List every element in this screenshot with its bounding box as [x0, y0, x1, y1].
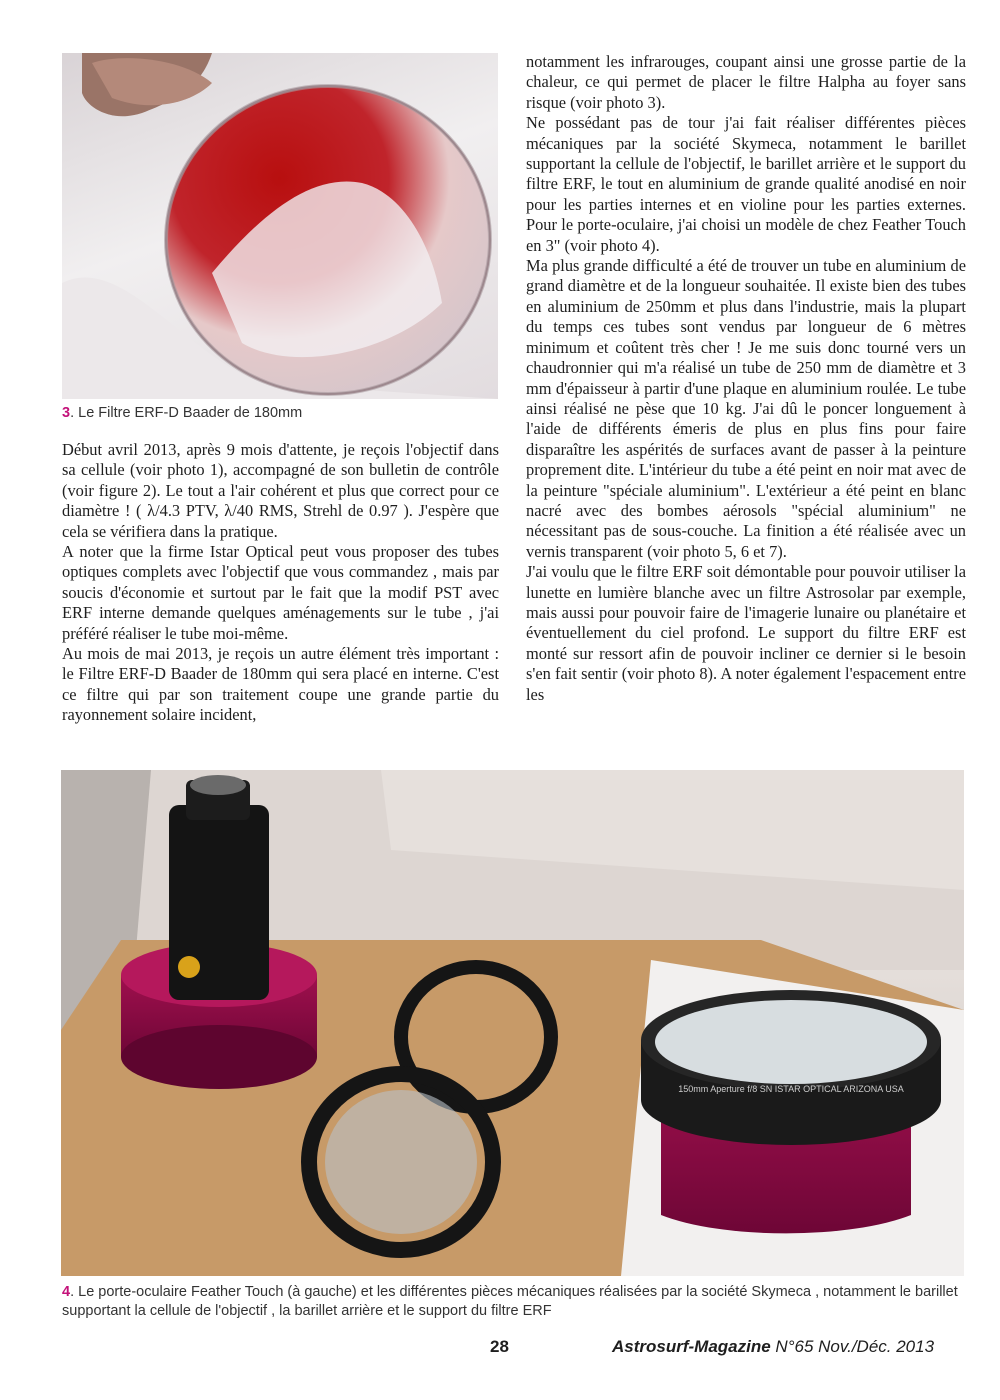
article-right-column: [526, 52, 966, 705]
right-paragraph-4: J'ai voulu que le filtre ERF soit démontable pour pouvoir utiliser la lunette en lumière blanche avec un filtre Astrosolar par exemple, mais aussi pour pouvoir faire de l'imagerie lunaire ou planétaire et éventuellement du ciel profond. Le support du filtre ERF est monté sur ressort afin de pouvoir incliner ce dernier si le besoin s'en fait sentir (voir photo 8). A noter également l'espacement entre les: [526, 562, 966, 704]
page-number: 28: [490, 1337, 509, 1356]
right-paragraph-3: Ma plus grande difficulté a été de trouver un tube en aluminium de grand diamètre et de la longueur souhaitée. Il existe bien des tubes en aluminium de 250mm et plus dans l'industrie, mais la plupart du temps ces tubes sont vendus par longueur de 6 mètres minimum et coûtent très cher ! Je me suis donc tourné vers un chaudronnier qui m'a réalisé un tube de 250 mm de diamètre et 3 mm d'épaisseur à partir d'une plaque en aluminium roulée. Le tube ainsi réalisé ne pèse que 10 kg. J'ai dû le poncer longuement à l'aide de différents émeris de plus en plus fins pour faire disparaître les aspérités de surfaces avant de passer à la peinture proprement dite. L'intérieur du tube a été peint en noir mat avec de la peinture "spéciale aluminium". L'extérieur a été peint en blanc nacré avec des bombes aérosols "spécial aluminium" ne nécessitant pas de sous-couche. La finition a été réalisée avec un vernis transparent (voir photo 5, 6 et 7).: [526, 256, 966, 561]
photo-erf-filter: [62, 53, 498, 399]
photo3-caption: [62, 404, 498, 423]
left-paragraph-2: A noter que la firme Istar Optical peut vous proposer des tubes optiques complets avec l'objectif que vous commandez , mais par soucis d'économie et surtout par le fait que la modif PST avec ERF interne demande quelques aménagements sur le tube , j'ai préféré réaliser le tube moi-même.: [62, 542, 499, 643]
photo4-caption-number: 4: [62, 1284, 71, 1300]
photo3-caption-number: 3: [62, 405, 71, 421]
magazine-title: Astrosurf-Magazine: [612, 1337, 771, 1356]
photo4-caption-text: . Le porte-oculaire Feather Touch (à gauche) et les différentes pièces mécaniques réalisées par la société Skymeca , notamment le barillet supportant la cellule de l'objectif , la barillet arrière et le support du filtre ERF: [62, 1284, 958, 1319]
ring-engraving: 150mm Aperture f/8 SN ISTAR OPTICAL ARIZONA USA: [678, 1084, 904, 1094]
left-paragraph-1: Début avril 2013, après 9 mois d'attente, je reçois l'objectif dans sa cellule (voir photo 1), accompagné de son bulletin de contrôle (voir figure 2). Le tout a l'air cohérent et plus que correct pour ce diamètre ! ( λ/4.3 PTV, λ/40 RMS, Strehl de 0.97 ). J'espère que cela se vérifiera dans la pratique.: [62, 440, 499, 541]
left-paragraph-3: Au mois de mai 2013, je reçois un autre élément très important : le Filtre ERF-D Baader de 180mm qui sera placé en interne. C'est ce filtre qui par son traitement coupe une grande partie du rayonnement solaire incident,: [62, 644, 499, 725]
photo-mechanical-parts: [61, 770, 964, 1276]
magazine-footer: [612, 1337, 934, 1357]
article-left-column: [62, 440, 499, 726]
right-paragraph-2: Ne possédant pas de tour j'ai fait réaliser différentes pièces mécaniques par la société Skymeca, notamment le barillet supportant la cellule de l'objectif, le barillet arrière et le support du filtre ERF, le tout en aluminium de grande qualité anodisé en noir pour les parties internes et en violine pour les parties externes. Pour le porte-oculaire, j'ai choisi un modèle de chez Feather Touch en 3" (voir photo 4).: [526, 113, 966, 255]
photo4-caption: [62, 1283, 962, 1321]
photo3-caption-text: . Le Filtre ERF-D Baader de 180mm: [70, 405, 303, 421]
magazine-issue: N°65 Nov./Déc. 2013: [775, 1337, 935, 1356]
right-paragraph-1: notamment les infrarouges, coupant ainsi une grosse partie de la chaleur, ce qui permet de placer le filtre Halpha au foyer sans risque (voir photo 3).: [526, 52, 966, 112]
